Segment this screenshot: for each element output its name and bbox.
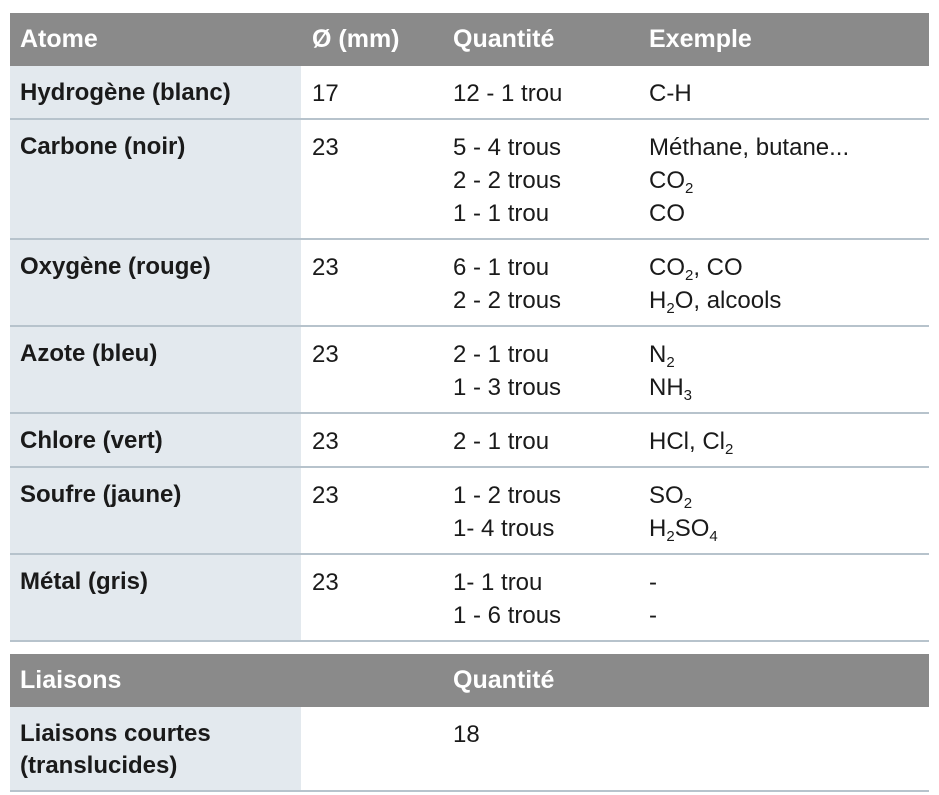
header-quantite: Quantité [442, 13, 638, 66]
formula-subscript: 2 [685, 180, 694, 197]
example-text: HCl, Cl [649, 428, 725, 455]
bond-name-cell [10, 707, 301, 791]
quantity-cell [442, 326, 638, 413]
header-atome: Atome [10, 13, 301, 66]
example-text: C-H [649, 80, 692, 107]
example-cell [638, 554, 929, 641]
empty-cell [638, 707, 929, 791]
atom-name-cell: Soufre (jaune) [10, 467, 301, 554]
quantity-cell [442, 239, 638, 326]
header-liaisons: Liaisons [10, 654, 301, 707]
example-text: CO [649, 167, 685, 194]
header-bonds-empty-2 [638, 654, 929, 707]
quantity-cell [442, 119, 638, 239]
diameter-cell: 23 [301, 467, 442, 554]
quantity-line: 1 - 6 trous [453, 602, 562, 629]
table-row [10, 707, 929, 791]
quantity-line: 1- 4 trous [453, 515, 555, 542]
example-line [649, 479, 929, 512]
bond-name-line: (translucides) [20, 752, 178, 779]
atoms-table-header [10, 13, 929, 66]
table-row [10, 239, 929, 326]
example-text: , CO [693, 254, 743, 281]
table-row [10, 326, 929, 413]
example-cell [638, 413, 929, 467]
atom-name-cell: Carbone (noir) [10, 119, 301, 239]
diameter-cell: 23 [301, 239, 442, 326]
example-line [649, 338, 929, 371]
example-text: H [649, 287, 667, 314]
example-cell [638, 467, 929, 554]
quantity-cell [442, 413, 638, 467]
table-row [10, 413, 929, 467]
table-row [10, 467, 929, 554]
table-row [10, 66, 929, 119]
formula-subscript: 4 [709, 528, 718, 545]
quantity-line: 2 - 1 trou [453, 341, 550, 368]
bonds-table-header [10, 654, 929, 707]
quantity-line: 1 - 3 trous [453, 374, 562, 401]
example-text: Méthane, butane... [649, 134, 850, 161]
quantity-line: 1- 1 trou [453, 569, 543, 596]
atoms-table-body [10, 66, 929, 641]
example-text: SO [674, 515, 710, 542]
example-line [649, 599, 929, 632]
example-line [649, 77, 929, 110]
quantity-line: 12 - 1 trou [453, 80, 563, 107]
quantity-cell [442, 467, 638, 554]
quantity-line: 6 - 1 trou [453, 254, 550, 281]
atom-name-cell: Métal (gris) [10, 554, 301, 641]
quantity-line: 2 - 2 trous [453, 167, 562, 194]
bonds-table [10, 654, 929, 792]
quantity-cell [442, 66, 638, 119]
atom-name-cell: Azote (bleu) [10, 326, 301, 413]
quantity-cell [442, 554, 638, 641]
formula-subscript: 3 [683, 387, 693, 404]
atoms-table [10, 13, 929, 642]
quantity-line: 2 - 2 trous [453, 287, 562, 314]
example-text: O, alcools [674, 287, 782, 314]
quantity-line: 5 - 4 trous [453, 134, 562, 161]
example-text: NH [649, 374, 684, 401]
formula-subscript: 2 [666, 528, 675, 545]
empty-cell [301, 707, 442, 791]
formula-subscript: 2 [725, 441, 734, 458]
example-text: - [649, 569, 657, 596]
atom-name-cell: Oxygène (rouge) [10, 239, 301, 326]
diameter-cell: 23 [301, 119, 442, 239]
example-text: CO [649, 200, 685, 227]
example-text: N [649, 341, 667, 368]
formula-subscript: 2 [666, 354, 675, 371]
example-text: CO [649, 254, 685, 281]
atom-name-cell: Chlore (vert) [10, 413, 301, 467]
example-cell [638, 239, 929, 326]
formula-subscript: 2 [666, 300, 675, 317]
example-cell [638, 66, 929, 119]
quantity-line: 1 - 2 trous [453, 482, 562, 509]
header-bonds-quantite: Quantité [442, 654, 638, 707]
header-diameter: Ø (mm) [301, 13, 442, 66]
quantity-line: 2 - 1 trou [453, 428, 550, 455]
example-text: SO [649, 482, 684, 509]
diameter-cell: 23 [301, 326, 442, 413]
example-cell [638, 119, 929, 239]
example-line [649, 284, 929, 317]
example-line [649, 512, 929, 545]
example-line [649, 371, 929, 404]
table-row [10, 554, 929, 641]
atom-name-cell: Hydrogène (blanc) [10, 66, 301, 119]
example-line [649, 425, 929, 458]
diameter-cell: 23 [301, 413, 442, 467]
bond-name-line: Liaisons courtes [20, 720, 211, 747]
header-exemple: Exemple [638, 13, 929, 66]
example-line [649, 164, 929, 197]
table-row [10, 119, 929, 239]
bond-quantity-cell: 18 [442, 707, 638, 791]
diameter-cell: 17 [301, 66, 442, 119]
bonds-table-body [10, 707, 929, 791]
formula-subscript: 2 [683, 495, 693, 512]
header-bonds-empty-1 [301, 654, 442, 707]
formula-subscript: 2 [685, 267, 694, 284]
example-cell [638, 326, 929, 413]
example-line [649, 566, 929, 599]
example-line [649, 197, 929, 230]
example-line [649, 131, 929, 164]
diameter-cell: 23 [301, 554, 442, 641]
example-line [649, 251, 929, 284]
example-text: H [649, 515, 667, 542]
quantity-line: 1 - 1 trou [453, 200, 550, 227]
example-text: - [649, 602, 657, 629]
